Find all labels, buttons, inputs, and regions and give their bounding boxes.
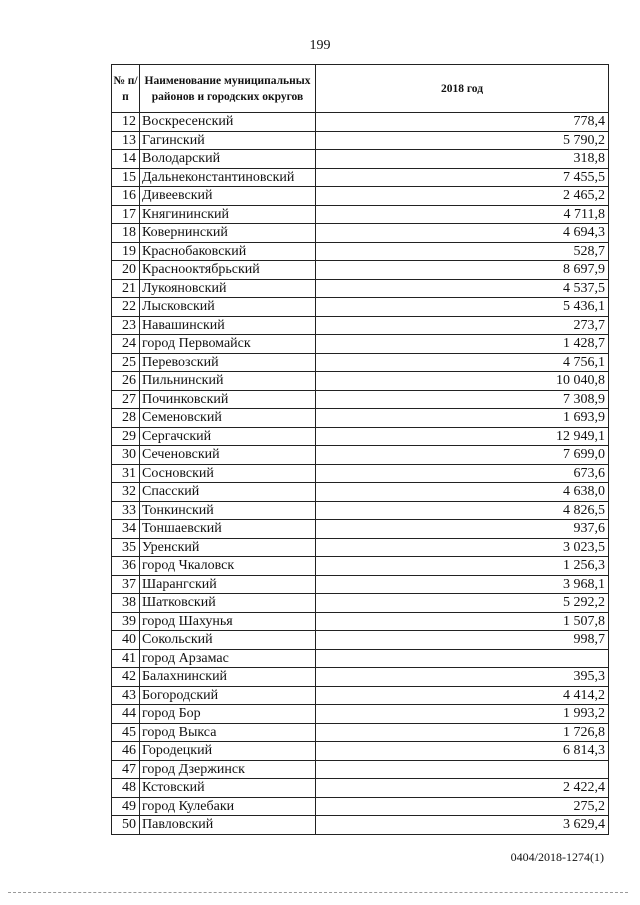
row-value: 4 537,5 [316, 279, 609, 298]
row-number: 21 [112, 279, 140, 298]
table-row [112, 390, 609, 409]
row-value: 528,7 [316, 242, 609, 261]
row-name: Сергачский [140, 427, 316, 446]
row-name: Краснобаковский [140, 242, 316, 261]
row-value [316, 649, 609, 668]
row-value: 2 422,4 [316, 779, 609, 798]
row-value: 7 308,9 [316, 390, 609, 409]
row-name: город Арзамас [140, 649, 316, 668]
table-row [112, 168, 609, 187]
row-number: 44 [112, 705, 140, 724]
table-row [112, 298, 609, 317]
row-number: 50 [112, 816, 140, 835]
row-name: Сосновский [140, 464, 316, 483]
row-value: 8 697,9 [316, 261, 609, 280]
row-name: Сеченовский [140, 446, 316, 465]
row-value: 318,8 [316, 150, 609, 169]
row-number: 40 [112, 631, 140, 650]
table-row [112, 224, 609, 243]
table-row [112, 464, 609, 483]
row-value: 4 711,8 [316, 205, 609, 224]
row-name: Починковский [140, 390, 316, 409]
header-number: № п/п [112, 65, 140, 113]
row-value: 275,2 [316, 797, 609, 816]
row-value: 7 699,0 [316, 446, 609, 465]
row-number: 35 [112, 538, 140, 557]
row-number: 37 [112, 575, 140, 594]
row-name: Краснооктябрьский [140, 261, 316, 280]
table-row [112, 279, 609, 298]
table-row [112, 594, 609, 613]
table-row [112, 409, 609, 428]
table-row [112, 501, 609, 520]
table-row [112, 705, 609, 724]
row-value: 273,7 [316, 316, 609, 335]
row-name: Спасский [140, 483, 316, 502]
row-name: Кстовский [140, 779, 316, 798]
row-name: Лысковский [140, 298, 316, 317]
row-number: 14 [112, 150, 140, 169]
table-row [112, 372, 609, 391]
row-name: Тоншаевский [140, 520, 316, 539]
table-row [112, 242, 609, 261]
table-row [112, 205, 609, 224]
row-number: 30 [112, 446, 140, 465]
row-value [316, 760, 609, 779]
data-table [111, 64, 609, 835]
row-name: Сокольский [140, 631, 316, 650]
row-name: город Чкаловск [140, 557, 316, 576]
row-name: Дивеевский [140, 187, 316, 206]
row-name: Тонкинский [140, 501, 316, 520]
row-number: 27 [112, 390, 140, 409]
table-row [112, 113, 609, 132]
row-name: город Первомайск [140, 335, 316, 354]
row-number: 16 [112, 187, 140, 206]
table-row [112, 649, 609, 668]
row-number: 19 [112, 242, 140, 261]
row-number: 33 [112, 501, 140, 520]
row-number: 47 [112, 760, 140, 779]
header-year: 2018 год [316, 65, 609, 113]
table-row [112, 668, 609, 687]
row-value: 5 436,1 [316, 298, 609, 317]
row-value: 1 726,8 [316, 723, 609, 742]
row-number: 25 [112, 353, 140, 372]
row-number: 34 [112, 520, 140, 539]
row-number: 12 [112, 113, 140, 132]
table-row [112, 427, 609, 446]
row-number: 32 [112, 483, 140, 502]
table-row [112, 723, 609, 742]
row-value: 3 968,1 [316, 575, 609, 594]
table-row [112, 686, 609, 705]
table-row [112, 520, 609, 539]
row-value: 937,6 [316, 520, 609, 539]
header-name: Наименование муниципальных районов и городских округов [140, 65, 316, 113]
table-row [112, 557, 609, 576]
row-number: 22 [112, 298, 140, 317]
row-value: 998,7 [316, 631, 609, 650]
row-value: 3 023,5 [316, 538, 609, 557]
row-value: 3 629,4 [316, 816, 609, 835]
row-number: 48 [112, 779, 140, 798]
row-number: 13 [112, 131, 140, 150]
row-name: Лукояновский [140, 279, 316, 298]
table-row [112, 316, 609, 335]
row-number: 15 [112, 168, 140, 187]
row-number: 18 [112, 224, 140, 243]
table-row [112, 742, 609, 761]
row-name: Перевозский [140, 353, 316, 372]
row-number: 28 [112, 409, 140, 428]
row-value: 4 638,0 [316, 483, 609, 502]
row-value: 4 826,5 [316, 501, 609, 520]
row-value: 5 292,2 [316, 594, 609, 613]
table-row [112, 335, 609, 354]
row-value: 12 949,1 [316, 427, 609, 446]
row-name: город Кулебаки [140, 797, 316, 816]
row-number: 49 [112, 797, 140, 816]
row-value: 2 465,2 [316, 187, 609, 206]
table-row [112, 187, 609, 206]
row-name: Уренский [140, 538, 316, 557]
row-value: 1 993,2 [316, 705, 609, 724]
data-table-wrapper [111, 64, 609, 835]
table-row [112, 483, 609, 502]
row-number: 41 [112, 649, 140, 668]
table-row [112, 816, 609, 835]
row-name: город Выкса [140, 723, 316, 742]
row-name: Дальнеконстантиновский [140, 168, 316, 187]
row-value: 1 507,8 [316, 612, 609, 631]
row-value: 6 814,3 [316, 742, 609, 761]
row-name: Шарангский [140, 575, 316, 594]
row-name: Балахнинский [140, 668, 316, 687]
row-value: 395,3 [316, 668, 609, 687]
table-row [112, 760, 609, 779]
row-name: Шатковский [140, 594, 316, 613]
table-row [112, 631, 609, 650]
row-name: город Бор [140, 705, 316, 724]
row-number: 43 [112, 686, 140, 705]
footer-divider [8, 892, 628, 893]
row-number: 39 [112, 612, 140, 631]
row-number: 20 [112, 261, 140, 280]
table-row [112, 797, 609, 816]
row-name: Княгининский [140, 205, 316, 224]
row-value: 4 756,1 [316, 353, 609, 372]
row-name: Володарский [140, 150, 316, 169]
row-number: 46 [112, 742, 140, 761]
table-header-row [112, 65, 609, 113]
row-value: 4 414,2 [316, 686, 609, 705]
row-name: Павловский [140, 816, 316, 835]
table-row [112, 575, 609, 594]
row-name: Пильнинский [140, 372, 316, 391]
row-value: 7 455,5 [316, 168, 609, 187]
table-row [112, 131, 609, 150]
row-value: 778,4 [316, 113, 609, 132]
row-number: 42 [112, 668, 140, 687]
table-row [112, 353, 609, 372]
row-name: город Шахунья [140, 612, 316, 631]
row-number: 38 [112, 594, 140, 613]
table-row [112, 612, 609, 631]
row-value: 4 694,3 [316, 224, 609, 243]
row-name: Ковернинский [140, 224, 316, 243]
row-number: 29 [112, 427, 140, 446]
row-name: город Дзержинск [140, 760, 316, 779]
row-name: Семеновский [140, 409, 316, 428]
row-number: 45 [112, 723, 140, 742]
table-row [112, 261, 609, 280]
row-value: 10 040,8 [316, 372, 609, 391]
row-number: 24 [112, 335, 140, 354]
row-value: 673,6 [316, 464, 609, 483]
row-value: 1 693,9 [316, 409, 609, 428]
page-number: 199 [309, 38, 331, 53]
row-name: Богородский [140, 686, 316, 705]
document-code: 0404/2018-1274(1) [510, 850, 604, 864]
row-number: 23 [112, 316, 140, 335]
row-number: 17 [112, 205, 140, 224]
row-number: 26 [112, 372, 140, 391]
row-number: 31 [112, 464, 140, 483]
table-row [112, 446, 609, 465]
table-row [112, 150, 609, 169]
table-row [112, 779, 609, 798]
row-name: Навашинский [140, 316, 316, 335]
row-value: 1 428,7 [316, 335, 609, 354]
row-name: Гагинский [140, 131, 316, 150]
row-number: 36 [112, 557, 140, 576]
row-name: Воскресенский [140, 113, 316, 132]
row-value: 1 256,3 [316, 557, 609, 576]
table-body [112, 113, 609, 835]
row-name: Городецкий [140, 742, 316, 761]
row-value: 5 790,2 [316, 131, 609, 150]
table-row [112, 538, 609, 557]
